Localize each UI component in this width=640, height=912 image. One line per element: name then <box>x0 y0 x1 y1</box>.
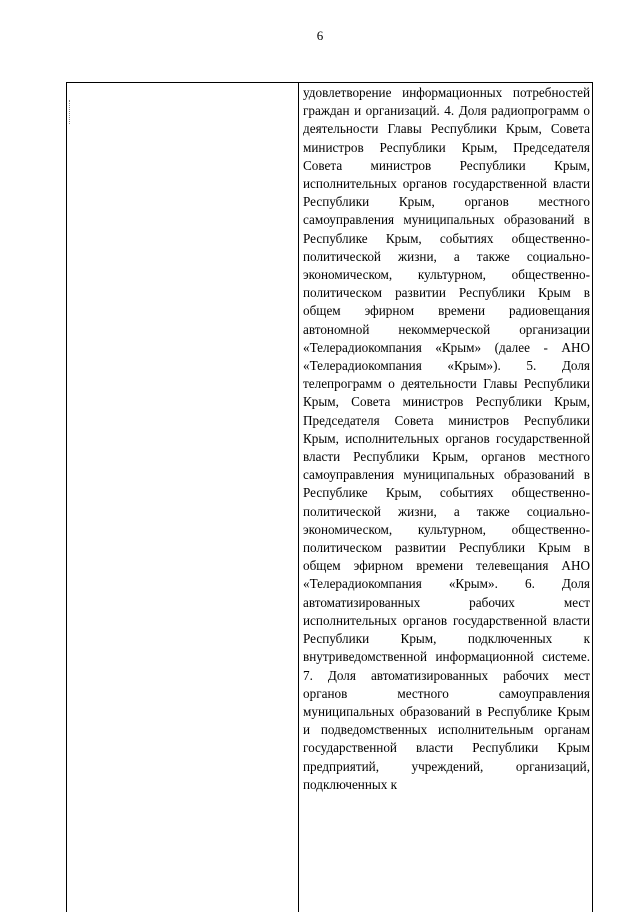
document-table <box>66 82 593 912</box>
page-number: 6 <box>316 28 324 43</box>
table-left-cell <box>67 83 299 912</box>
margin-mark <box>69 100 72 124</box>
table-right-cell <box>303 84 590 794</box>
indicator-text: удовлетворение информационных потребностей граждан и организаций. 4. Доля радиопрограмм о деятельности Главы Республики Крым, Совета министров Республики Крым, Председателя Совета министров Республики Крым, исполнительных органов государственной власти Республики Крым, органов местного самоуправления муниципальных образований в Республике Крым, событиях общественно-политической жизни, а также социально-экономическом, культурном, общественно-политическом развитии Республики Крым в общем эфирном времени радиовещания автономной некоммерческой организации «Телерадиокомпания «Крым» (далее - АНО «Телерадиокомпания «Крым»). 5. Доля телепрограмм о деятельности Главы Республики Крым, Совета министров Республики Крым, Председателя Совета министров Республики Крым, исполнительных органов государственной власти Республики Крым, органов местного самоуправления муниципальных образований в Республике Крым, событиях общественно-политической жизни, а также социально-экономическом, культурном, общественно-политическом развитии Республики Крым в общем эфирном времени телевещания АНО «Телерадиокомпания «Крым». 6. Доля автоматизированных рабочих мест исполнительных органов государственной власти Республики Крым, подключенных к внутриведомственной информационной системе. 7. Доля автоматизированных рабочих мест органов местного самоуправления муниципальных образований в Республике Крым и подведомственных исполнительным органам государственной власти Республики Крым предприятий, учреждений, организаций, подключенных к <box>303 85 590 792</box>
